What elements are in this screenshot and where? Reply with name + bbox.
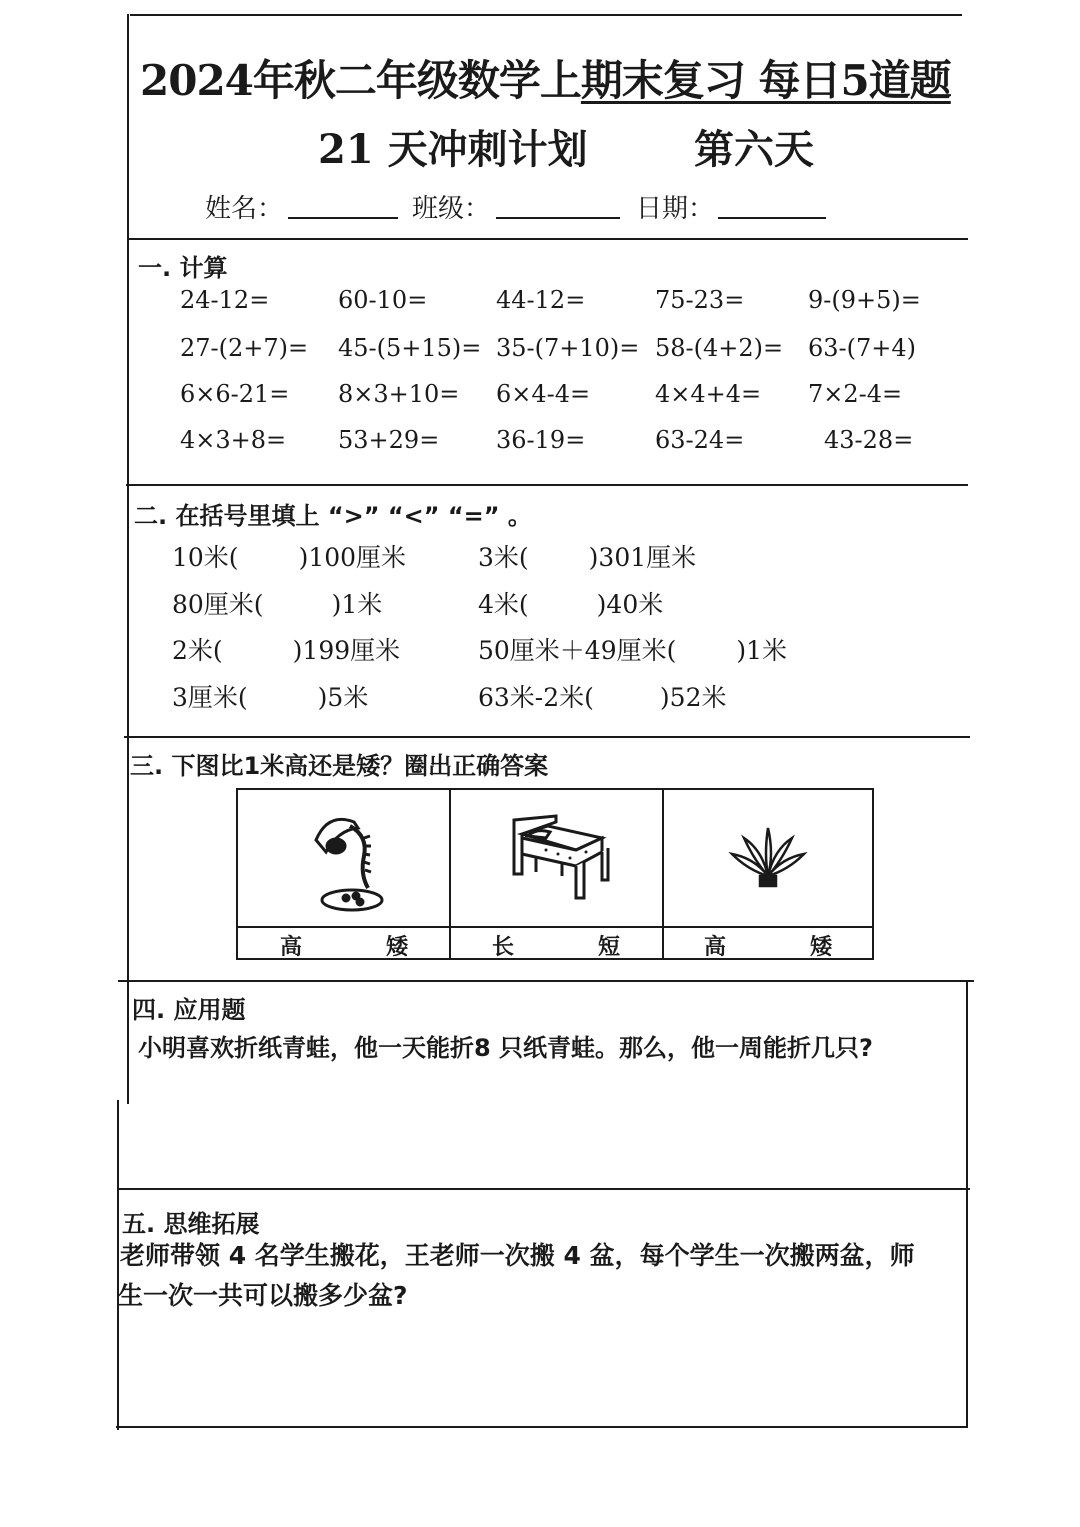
day-label: 第六天 — [694, 126, 814, 173]
section2-divider — [124, 736, 970, 738]
calc-problem: 75-23= — [655, 286, 745, 314]
class-label: 班级： — [412, 194, 491, 224]
calc-problem: 27-(2+7)= — [180, 334, 309, 362]
comparison-left: 3米( — [478, 543, 529, 572]
calc-problem: 43-28= — [824, 426, 914, 454]
cell2-option-long[interactable]: 长 — [492, 934, 515, 960]
calc-problem: 53+29= — [338, 426, 440, 454]
calc-problem: 35-(7+10)= — [496, 334, 640, 362]
cell1-option-tall[interactable]: 高 — [280, 934, 303, 960]
calc-problem: 8×3+10= — [338, 380, 460, 408]
comparison-left: 80厘米( — [172, 590, 264, 619]
comparison-item — [172, 678, 368, 714]
calc-problem: 4×3+8= — [180, 426, 287, 454]
comparison-item — [478, 631, 787, 667]
section1-heading: 一. 计算 — [138, 254, 228, 282]
desk-lamp-icon — [298, 808, 398, 916]
title-suffix: 期末复习 每日5道题 — [580, 56, 951, 105]
comparison-right: )301厘米 — [588, 543, 697, 572]
section4-divider — [118, 1188, 970, 1190]
table-divider — [449, 790, 451, 958]
calc-problem: 7×2-4= — [808, 380, 903, 408]
plan-subtitle: 21 天冲刺计划 — [318, 126, 588, 173]
frame-left-line-lower — [117, 1100, 119, 1430]
calc-problem: 63-24= — [655, 426, 745, 454]
section5-question-line2: 生一次一共可以搬多少盆? — [118, 1281, 408, 1310]
comparison-item — [478, 538, 696, 574]
comparison-item — [172, 631, 400, 667]
calc-problem: 58-(4+2)= — [655, 334, 784, 362]
comparison-item — [172, 585, 382, 621]
table-divider — [662, 790, 664, 958]
calc-problem: 6×4-4= — [496, 380, 591, 408]
section1-divider — [126, 484, 968, 486]
cell3-option-short[interactable]: 矮 — [810, 934, 833, 960]
table-divider — [238, 926, 872, 928]
section5-question-line1: 老师带领 4 名学生搬花，王老师一次搬 4 盆，每个学生一次搬两盆，师 — [120, 1241, 915, 1270]
calc-problem: 36-19= — [496, 426, 586, 454]
frame-top-line — [130, 14, 962, 16]
date-field[interactable] — [718, 217, 826, 219]
comparison-right: )52米 — [659, 683, 727, 712]
comparison-item — [478, 678, 727, 714]
comparison-item — [478, 585, 663, 621]
title-prefix: 2024年秋二年级数学上 — [140, 56, 581, 105]
page-bottom-line — [116, 1426, 968, 1428]
section2-heading: 二. 在括号里填上 “>” “<” “=” 。 — [134, 502, 532, 530]
comparison-right: )1米 — [331, 590, 383, 619]
cell2-option-short[interactable]: 短 — [598, 934, 621, 960]
section4-question: 小明喜欢折纸青蛙，他一天能折8 只纸青蛙。那么，他一周能折几只? — [138, 1034, 873, 1062]
calc-problem: 45-(5+15)= — [338, 334, 482, 362]
calc-problem: 4×4+4= — [655, 380, 762, 408]
frame-left-line — [127, 14, 129, 1104]
header-divider — [128, 238, 968, 240]
calc-problem: 44-12= — [496, 286, 586, 314]
bed-icon — [506, 814, 618, 906]
potted-plant-icon — [728, 824, 808, 890]
comparison-right: )40米 — [596, 590, 664, 619]
calc-problem: 9-(9+5)= — [808, 286, 921, 314]
cell1-option-short[interactable]: 矮 — [386, 934, 409, 960]
comparison-left: 63米-2米( — [478, 683, 594, 712]
comparison-left: 4米( — [478, 590, 529, 619]
calc-problem: 6×6-21= — [180, 380, 290, 408]
comparison-right: )5米 — [317, 683, 369, 712]
section3-divider — [118, 980, 974, 982]
comparison-item — [172, 538, 406, 574]
comparison-left: 50厘米＋49厘米( — [478, 636, 677, 665]
comparison-right: )1米 — [736, 636, 788, 665]
comparison-left: 2米( — [172, 636, 223, 665]
comparison-right: )199厘米 — [292, 636, 401, 665]
comparison-right: )100厘米 — [298, 543, 407, 572]
section5-heading: 五. 思维拓展 — [122, 1210, 260, 1238]
comparison-left: 3厘米( — [172, 683, 248, 712]
calc-problem: 63-(7+4) — [808, 334, 917, 362]
frame-right-line — [966, 980, 968, 1428]
calc-problem: 60-10= — [338, 286, 428, 314]
comparison-left: 10米( — [172, 543, 239, 572]
date-label: 日期： — [636, 194, 715, 224]
class-field[interactable] — [496, 217, 620, 219]
section4-heading: 四. 应用题 — [132, 996, 246, 1024]
calc-problem: 24-12= — [180, 286, 270, 314]
height-table — [236, 788, 874, 960]
cell3-option-tall[interactable]: 高 — [704, 934, 727, 960]
section3-heading: 三. 下图比1米高还是矮？圈出正确答案 — [130, 752, 549, 780]
name-label: 姓名： — [205, 194, 284, 224]
page-title — [140, 48, 951, 108]
name-field[interactable] — [288, 217, 398, 219]
